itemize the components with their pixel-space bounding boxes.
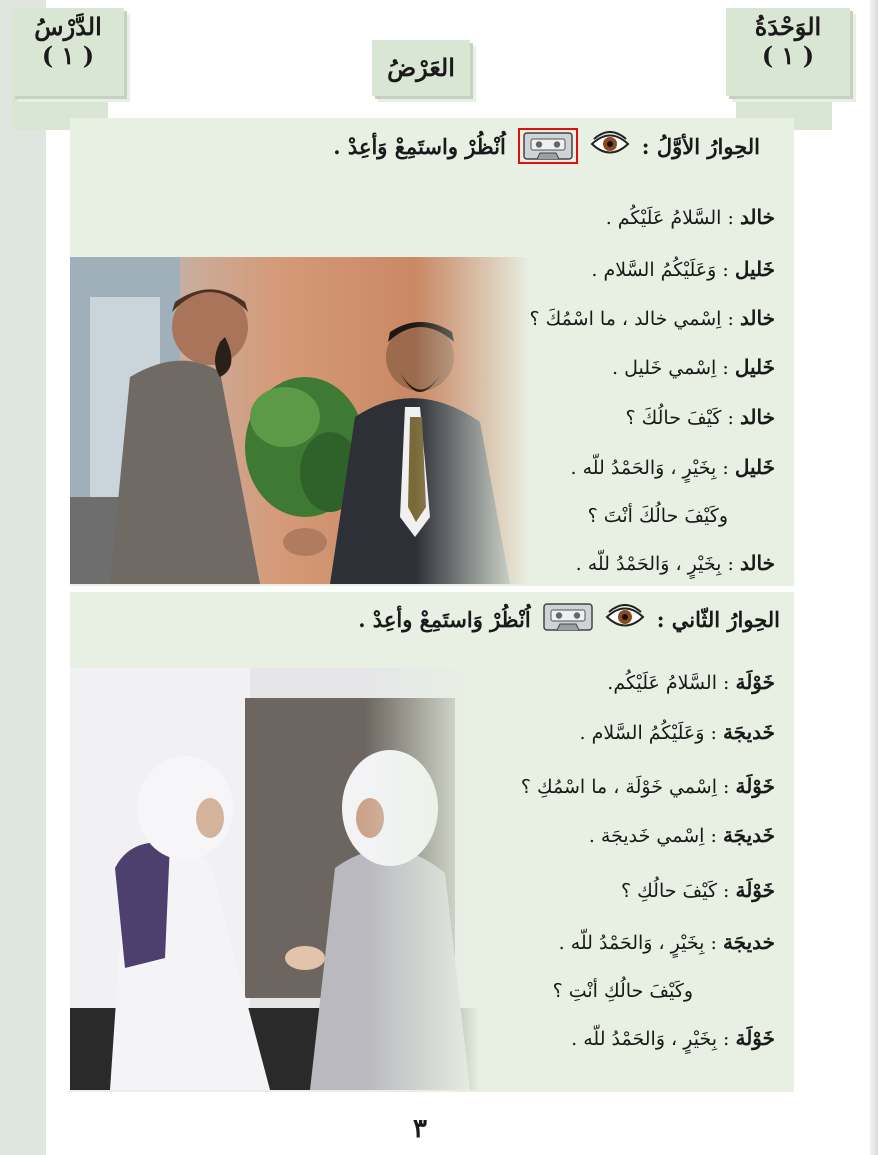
lesson-tab — [12, 8, 124, 96]
unit-title: الوَحْدَةُ — [754, 12, 822, 41]
dialogue-line — [607, 670, 775, 694]
lesson-title: الدَّرْسُ — [34, 12, 102, 41]
speaker-name: خالد — [739, 205, 775, 229]
line-text: : كَيْفَ حالُكِ ؟ — [621, 880, 730, 902]
speaker-name: خَوْلَة — [735, 878, 775, 902]
dialogue-line — [589, 823, 775, 847]
dialogue-2-heading: الحِوارُ الثّاني : — [656, 607, 780, 632]
line-text: : السَّلامُ عَلَيْكُم . — [605, 207, 734, 229]
section-tab — [372, 40, 470, 96]
dialogue-line — [571, 455, 776, 479]
line-text: : وَعَلَيْكُمُ السَّلام . — [591, 259, 729, 281]
dialogue-line — [612, 355, 775, 379]
line-text: : بِخَيْرٍ ، وَالحَمْدُ للّه . — [570, 457, 729, 479]
line-text: وكَيْفَ حالُكِ أنْتِ ؟ — [552, 980, 693, 1002]
dialogue-1-instruction: اُنْظُرْ واستَمِعْ وَأعِدْ . — [333, 133, 506, 159]
line-text: : بِخَيْرٍ ، وَالحَمْدُ للّه . — [558, 932, 717, 954]
unit-tab — [726, 8, 850, 96]
speaker-name: خَليل — [734, 455, 775, 479]
dialogue-line — [591, 257, 775, 281]
dialogue-2-instruction-row — [358, 603, 780, 636]
lesson-number: ( ١ ) — [41, 41, 95, 70]
page-margin-strip — [0, 0, 46, 1155]
dialogue-line — [621, 878, 775, 902]
line-text: : بِخَيْرٍ ، وَالحَمْدُ للّه . — [571, 1028, 730, 1050]
dialogue-2-instruction: اُنْظُرْ وَاستَمِعْ وأعِدْ . — [358, 607, 531, 632]
dialogue-line — [606, 205, 775, 229]
dialogue-line — [521, 774, 775, 798]
line-text: : بِخَيْرٍ ، وَالحَمْدُ للّه . — [575, 553, 734, 575]
dialogue-line — [559, 930, 775, 954]
dialogue-1-photo — [70, 257, 530, 584]
dialogue-line — [571, 1026, 775, 1050]
page-number: ٣ — [413, 1114, 427, 1144]
speaker-name: خَليل — [734, 257, 775, 281]
line-text: وكَيْفَ حالُكَ أنْتَ ؟ — [587, 505, 728, 527]
dialogue-line — [576, 551, 775, 575]
cassette-icon[interactable] — [543, 603, 593, 636]
speaker-name: خَديجَة — [722, 823, 775, 847]
section-title: العَرْضُ — [387, 53, 455, 82]
page-edge — [870, 0, 878, 1155]
line-text: : كَيْفَ حالُكَ ؟ — [625, 407, 734, 429]
dialogue-line — [553, 980, 693, 1002]
unit-number: ( ١ ) — [761, 41, 815, 70]
dialogue-2-photo — [70, 668, 480, 1090]
line-text: : وَعَلَيْكُمُ السَّلام . — [579, 722, 717, 744]
line-text: : اِسْمي خالد ، ما اسْمُكَ ؟ — [529, 308, 734, 330]
eye-icon — [605, 604, 645, 635]
dialogue-line — [588, 505, 728, 527]
dialogue-line — [580, 720, 775, 744]
speaker-name: خالد — [739, 405, 775, 429]
line-text: : السَّلامُ عَلَيْكُم. — [607, 672, 730, 694]
line-text: : اِسْمي خَليل . — [612, 357, 729, 379]
line-text: : اِسْمي خَديجَة . — [588, 825, 717, 847]
speaker-name: خَوْلَة — [735, 774, 775, 798]
speaker-name: خَوْلَة — [735, 670, 775, 694]
speaker-name: خديجَة — [722, 930, 775, 954]
speaker-name: خالد — [739, 306, 775, 330]
dialogue-1-instruction-row — [333, 128, 760, 164]
dialogue-line — [530, 306, 775, 330]
speaker-name: خَديجَة — [722, 720, 775, 744]
line-text: : اِسْمي خَوْلَة ، ما اسْمُكِ ؟ — [520, 776, 730, 798]
cassette-icon[interactable] — [518, 128, 578, 164]
dialogue-1-heading: الحِوارُ الأوَّلُ : — [641, 133, 760, 159]
dialogue-line — [626, 405, 776, 429]
eye-icon — [590, 131, 630, 162]
speaker-name: خالد — [739, 551, 775, 575]
speaker-name: خَليل — [734, 355, 775, 379]
speaker-name: خَوْلَة — [735, 1026, 775, 1050]
